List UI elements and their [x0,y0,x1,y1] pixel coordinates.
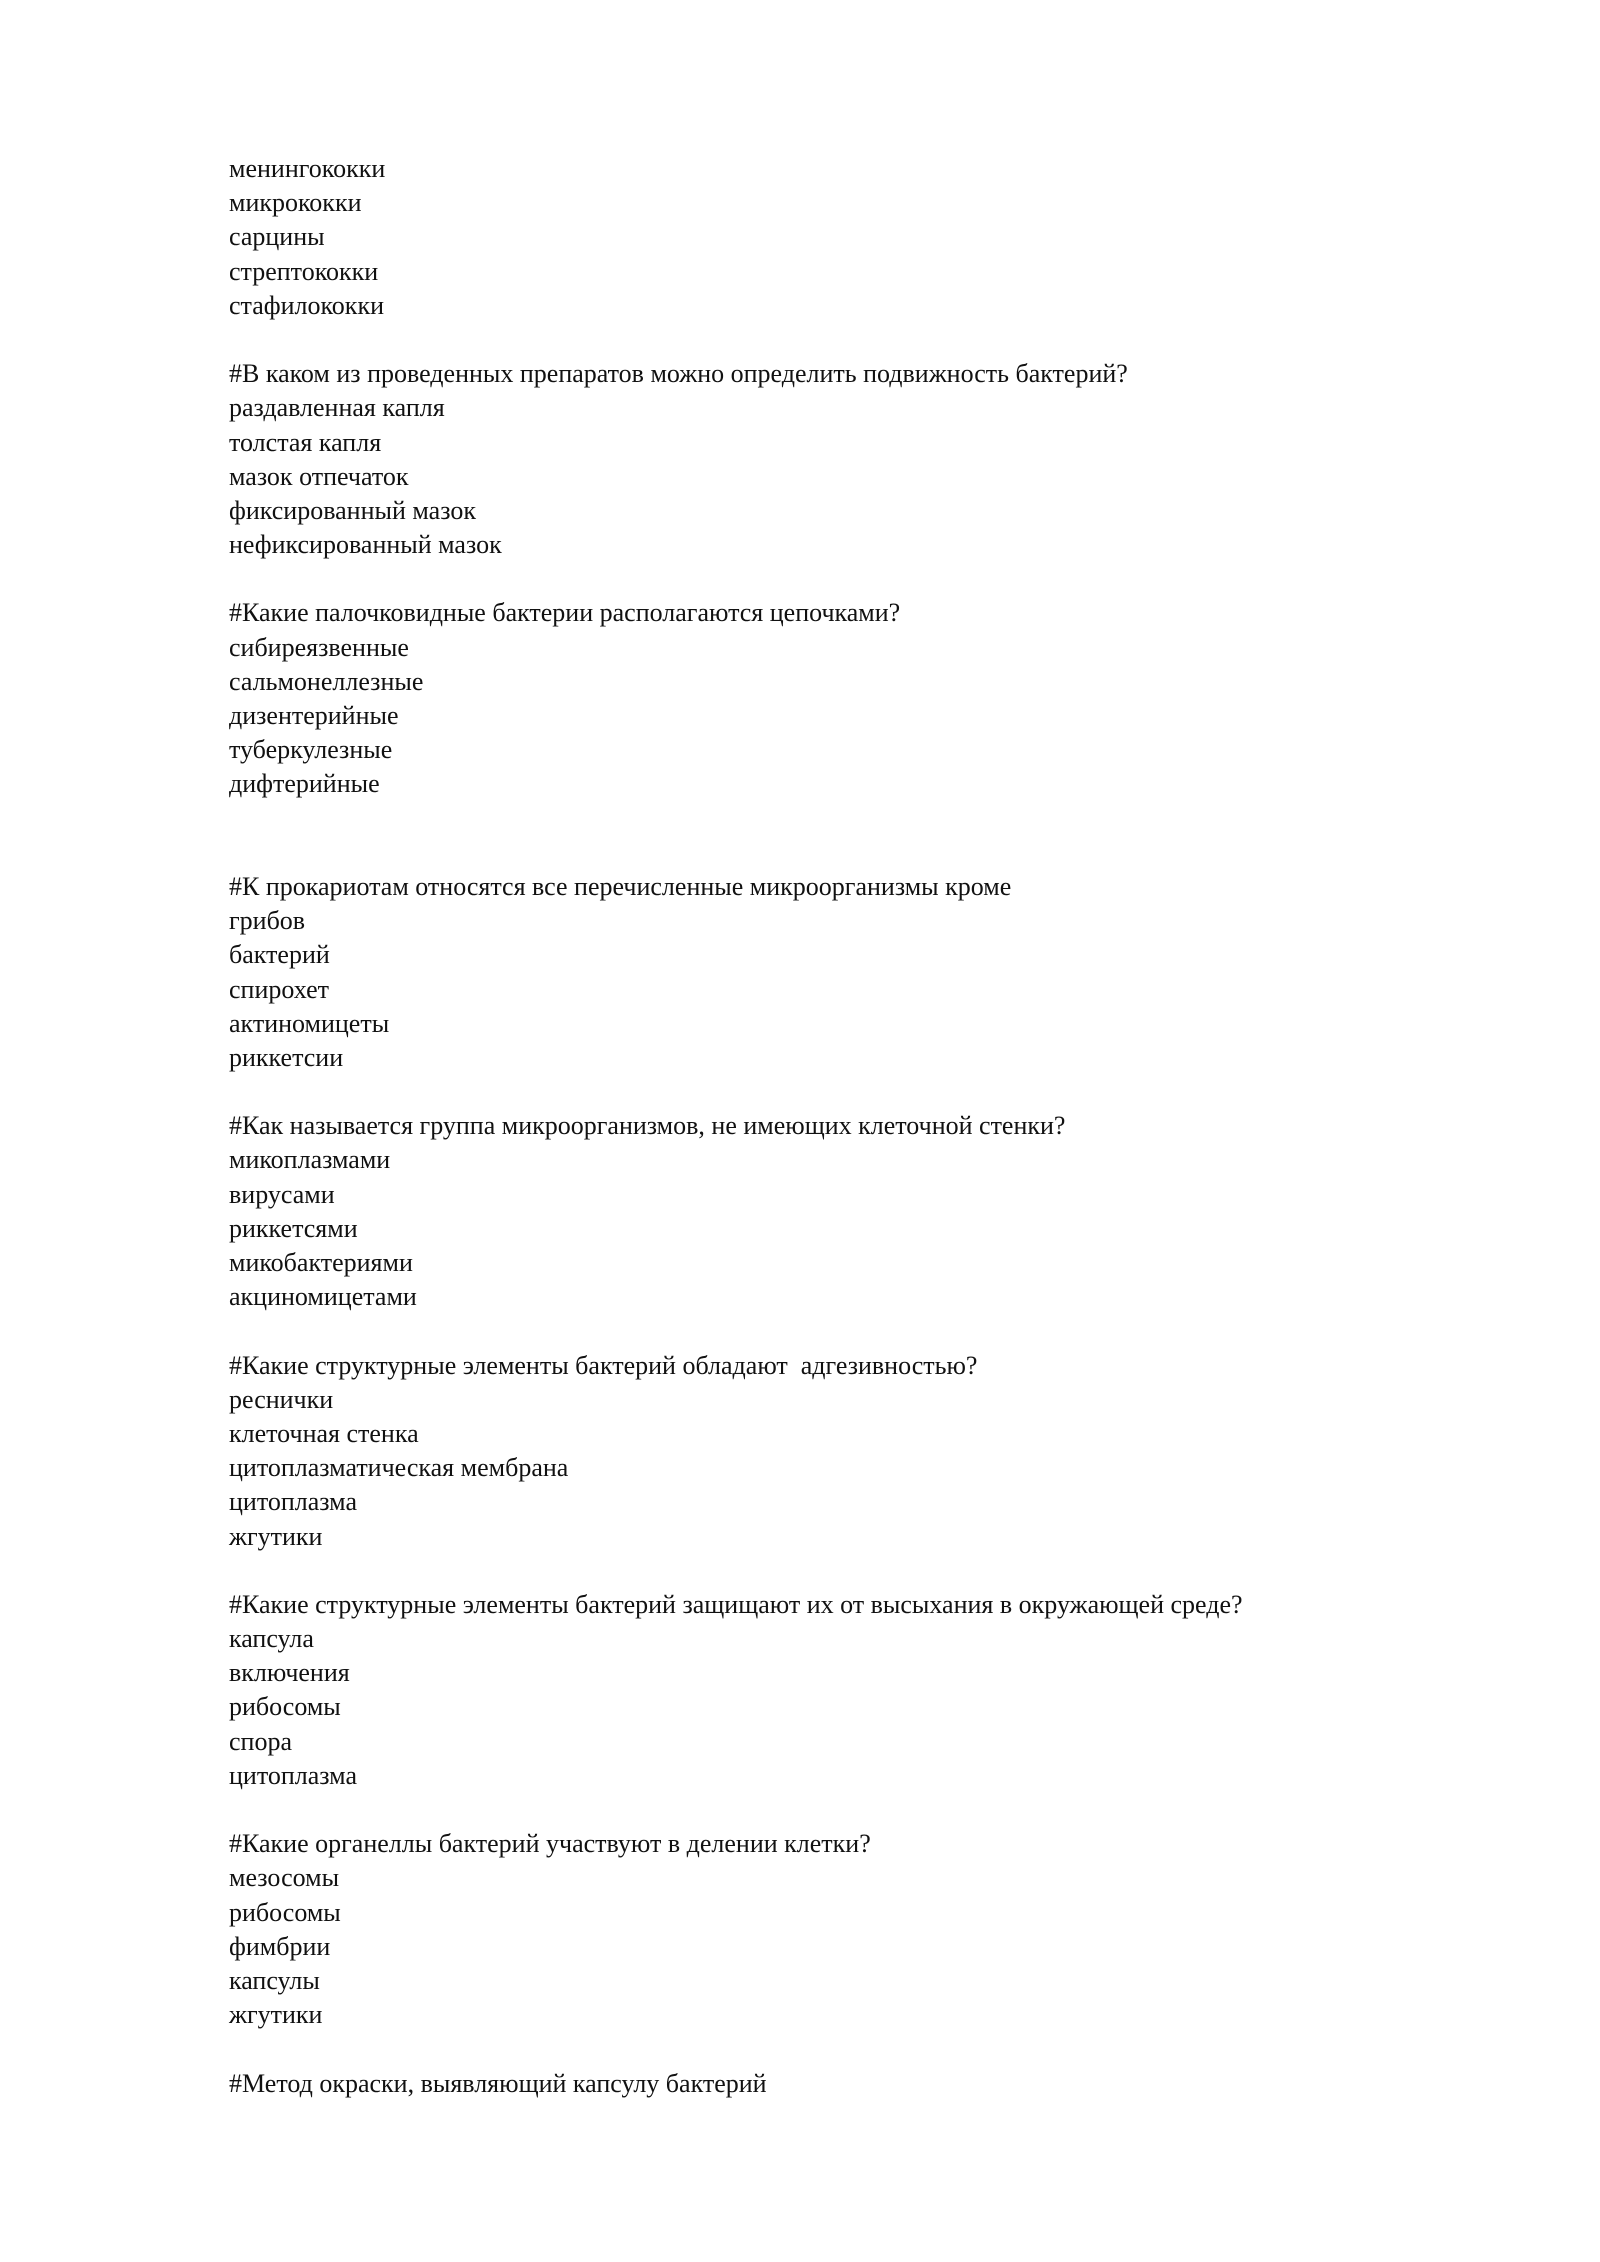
answer-option: капсула [229,1624,314,1654]
answer-option: рибосомы [229,1692,341,1722]
answer-option: цитоплазма [229,1760,357,1790]
answer-option: жгутики [229,1521,323,1551]
question-text: #К прокариотам относятся все перечисленные микроорганизмы кроме [229,871,1012,901]
spacer [229,562,1529,596]
question-block [229,2067,1529,2101]
answer-option: дизентерийные [229,701,399,730]
answer-option: микоплазмами [229,1145,391,1175]
spacer [229,1075,1529,1109]
answer-option: менингококки [229,154,386,183]
question-block [229,870,1529,1075]
answer-option: риккетсии [229,1042,344,1072]
spacer [229,2032,1529,2066]
answer-option: бактерий [229,940,330,970]
question-block [229,152,1529,323]
question-block [229,1588,1529,1793]
answer-option: риккетсями [229,1213,358,1243]
answer-option: дифтерийные [229,769,380,799]
answer-option: толстая капля [229,427,382,457]
answer-option: мезосомы [229,1863,340,1893]
answer-option: фиксированный мазок [229,495,476,525]
question-block [229,357,1529,562]
answer-option: актиномицеты [229,1008,390,1038]
answer-option: жгутики [229,2000,323,2030]
spacer [229,323,1529,357]
answer-option: акциномицетами [229,1282,417,1312]
question-text: #Метод окраски, выявляющий капсулу бактерий [229,2068,767,2098]
question-block [229,596,1529,801]
answer-option: мазок отпечаток [229,461,409,491]
answer-option: раздавленная капля [229,393,445,423]
answer-option: рибосомы [229,1897,341,1927]
answer-option: фимбрии [229,1931,331,1961]
question-text: #Какие палочковидные бактерии располагаются цепочками? [229,598,901,628]
answer-option: сарцины [229,222,325,252]
question-text: #Какие структурные элементы бактерий обладают адгезивностью? [229,1350,978,1380]
question-block [229,1827,1529,2032]
answer-option: капсулы [229,1965,320,1995]
answer-option: цитоплазматическая мембрана [229,1453,569,1483]
question-text: #Как называется группа микроорганизмов, не имеющих клеточной стенки? [229,1111,1066,1141]
answer-option: спора [229,1726,292,1756]
spacer [229,1793,1529,1827]
answer-option: стафилококки [229,290,384,320]
document-page [229,152,1529,2101]
question-text: #В каком из проведенных препаратов можно определить подвижность бактерий? [229,359,1128,389]
answer-option: стрептококки [229,256,379,286]
answer-option: микрококки [229,188,362,218]
spacer [229,1314,1529,1348]
answer-option: сальмонеллезные [229,666,424,696]
answer-option: грибов [229,906,306,936]
answer-option: спирохет [229,974,329,1004]
answer-option: вирусами [229,1179,335,1209]
answer-option: нефиксированный мазок [229,530,502,560]
question-block [229,1349,1529,1554]
question-text: #Какие органеллы бактерий участвуют в делении клетки? [229,1829,871,1859]
question-block [229,1109,1529,1314]
answer-option: включения [229,1658,350,1688]
answer-option: туберкулезные [229,735,393,765]
answer-option: микобактериями [229,1248,413,1278]
answer-option: сибиреязвенные [229,632,409,662]
spacer [229,802,1529,870]
answer-option: клеточная стенка [229,1418,419,1448]
answer-option: цитоплазма [229,1487,357,1517]
answer-option: реснички [229,1384,334,1414]
question-text: #Какие структурные элементы бактерий защищают их от высыхания в окружающей среде? [229,1589,1243,1619]
spacer [229,1554,1529,1588]
